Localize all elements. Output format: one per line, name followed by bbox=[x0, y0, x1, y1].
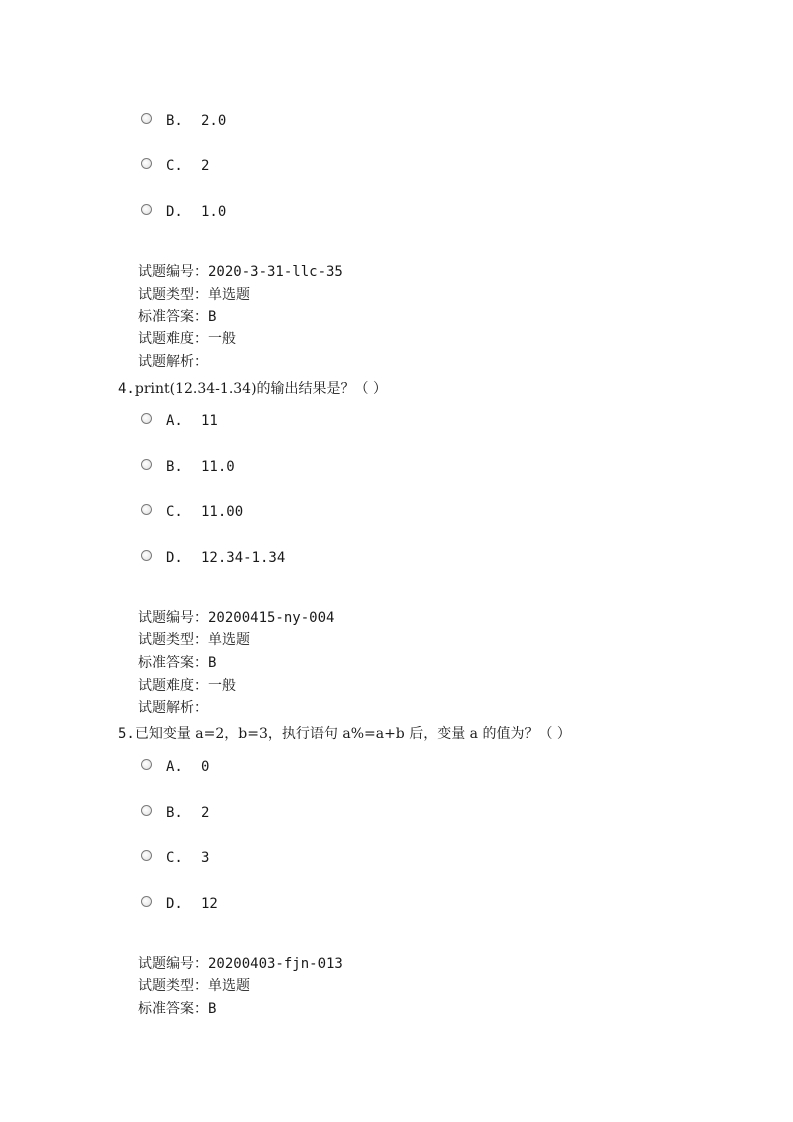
question-type bbox=[138, 629, 250, 649]
option-text: 3 bbox=[201, 850, 210, 866]
difficulty-label: 试题难度： bbox=[138, 678, 208, 694]
question-id bbox=[138, 607, 334, 627]
option-text: 12 bbox=[201, 896, 218, 912]
question-type bbox=[138, 975, 250, 995]
option-text: 2.0 bbox=[201, 113, 227, 129]
radio-button[interactable] bbox=[141, 459, 152, 470]
option-letter: C. bbox=[166, 504, 183, 520]
question-type bbox=[138, 284, 250, 304]
question-id bbox=[138, 953, 343, 973]
option-letter: B. bbox=[166, 113, 183, 129]
option-text: 12.34-1.34 bbox=[201, 550, 286, 566]
question-text: print(12.34-1.34)的输出结果是？（ ） bbox=[134, 381, 387, 397]
option-text: 2 bbox=[201, 805, 210, 821]
question-type-value: 单选题 bbox=[208, 632, 250, 648]
option-letter: B. bbox=[166, 805, 183, 821]
radio-button[interactable] bbox=[141, 850, 152, 861]
standard-answer-label: 标准答案： bbox=[138, 655, 208, 671]
difficulty bbox=[138, 328, 236, 348]
option-c[interactable] bbox=[141, 503, 243, 521]
standard-answer bbox=[138, 306, 216, 326]
question-type-value: 单选题 bbox=[208, 287, 250, 303]
option-letter: D. bbox=[166, 550, 183, 566]
option-b[interactable] bbox=[141, 458, 235, 476]
radio-button[interactable] bbox=[141, 805, 152, 816]
analysis-label: 试题解析： bbox=[138, 700, 208, 716]
difficulty-label: 试题难度： bbox=[138, 331, 208, 347]
difficulty-value: 一般 bbox=[208, 678, 236, 694]
option-a[interactable] bbox=[141, 758, 209, 776]
radio-button[interactable] bbox=[141, 504, 152, 515]
radio-button[interactable] bbox=[141, 550, 152, 561]
standard-answer-label: 标准答案： bbox=[138, 1001, 208, 1017]
radio-button[interactable] bbox=[141, 896, 152, 907]
question-id-value: 2020-3-31-llc-35 bbox=[208, 264, 343, 280]
option-d[interactable] bbox=[141, 203, 226, 221]
option-letter: D. bbox=[166, 896, 183, 912]
standard-answer-label: 标准答案： bbox=[138, 309, 208, 325]
option-text: 2 bbox=[201, 158, 210, 174]
question-id-label: 试题编号： bbox=[138, 956, 208, 972]
difficulty-value: 一般 bbox=[208, 331, 236, 347]
option-c[interactable] bbox=[141, 157, 209, 175]
standard-answer-value: B bbox=[208, 1001, 217, 1017]
standard-answer bbox=[138, 652, 216, 672]
option-d[interactable] bbox=[141, 895, 218, 913]
option-d[interactable] bbox=[141, 549, 285, 567]
option-text: 1.0 bbox=[201, 204, 227, 220]
question-number: 5. bbox=[118, 726, 135, 742]
option-text: 11.00 bbox=[201, 504, 244, 520]
option-text: 11.0 bbox=[201, 459, 235, 475]
question-id bbox=[138, 261, 343, 281]
analysis bbox=[138, 351, 208, 371]
option-letter: A. bbox=[166, 759, 183, 775]
question-title bbox=[118, 723, 571, 743]
question-type-label: 试题类型： bbox=[138, 978, 208, 994]
option-b[interactable] bbox=[141, 804, 209, 822]
option-text: 11 bbox=[201, 413, 218, 429]
radio-button[interactable] bbox=[141, 413, 152, 424]
radio-button[interactable] bbox=[141, 158, 152, 169]
question-text: 已知变量 a=2，b=3，执行语句 a%=a+b 后，变量 a 的值为？（ ） bbox=[134, 726, 571, 742]
radio-button[interactable] bbox=[141, 113, 152, 124]
standard-answer bbox=[138, 998, 216, 1018]
analysis-label: 试题解析： bbox=[138, 354, 208, 370]
radio-button[interactable] bbox=[141, 759, 152, 770]
radio-button[interactable] bbox=[141, 204, 152, 215]
question-type-label: 试题类型： bbox=[138, 287, 208, 303]
standard-answer-value: B bbox=[208, 655, 217, 671]
option-letter: D. bbox=[166, 204, 183, 220]
question-number: 4. bbox=[118, 381, 135, 397]
option-letter: A. bbox=[166, 413, 183, 429]
option-c[interactable] bbox=[141, 849, 209, 867]
question-type-value: 单选题 bbox=[208, 978, 250, 994]
option-letter: C. bbox=[166, 850, 183, 866]
option-text: 0 bbox=[201, 759, 210, 775]
question-type-label: 试题类型： bbox=[138, 632, 208, 648]
question-id-value: 20200415-ny-004 bbox=[208, 610, 335, 626]
option-letter: C. bbox=[166, 158, 183, 174]
question-id-label: 试题编号： bbox=[138, 264, 208, 280]
option-a[interactable] bbox=[141, 412, 218, 430]
question-id-value: 20200403-fjn-013 bbox=[208, 956, 343, 972]
option-b[interactable] bbox=[141, 112, 226, 130]
question-id-label: 试题编号： bbox=[138, 610, 208, 626]
analysis bbox=[138, 697, 208, 717]
standard-answer-value: B bbox=[208, 309, 217, 325]
question-title bbox=[118, 378, 387, 398]
option-letter: B. bbox=[166, 459, 183, 475]
difficulty bbox=[138, 675, 236, 695]
